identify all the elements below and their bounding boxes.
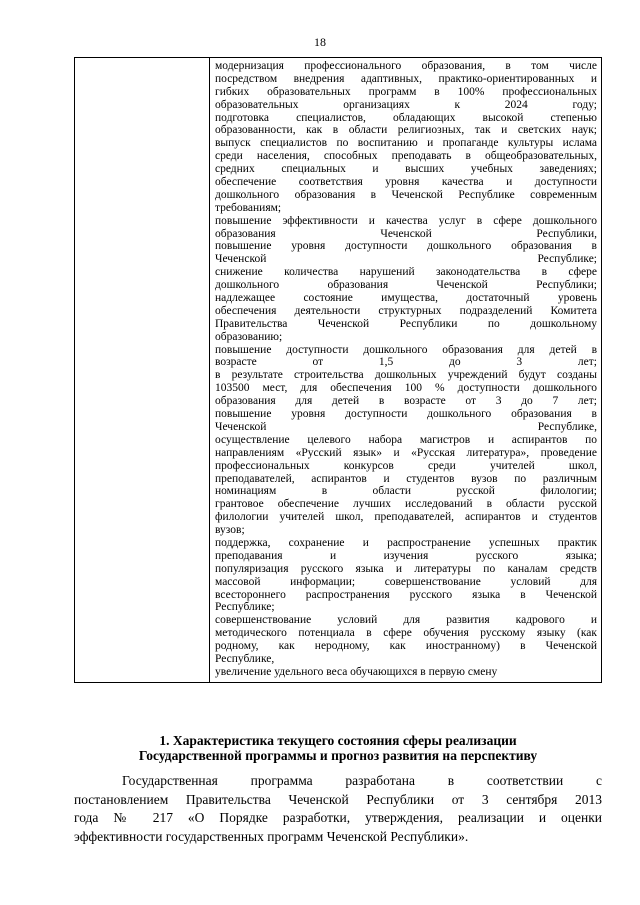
table-text-line: филологии учителей школ, преподавателей, аспирантов и студентов (215, 511, 597, 524)
table-text-line: грантовое обеспечение лучших исследований в области русской (215, 498, 597, 511)
table-text-line: всестороннего распространения русского языка в Чеченской (215, 588, 597, 601)
table-text-line: требованиям; (215, 201, 282, 214)
table-text-line: образования Чеченской Республики, (215, 227, 597, 240)
table-text-line: модернизация профессионального образования, в том числе (215, 60, 597, 72)
table-text-line: Чеченской Республике, (215, 420, 597, 433)
expected-results-cell (215, 60, 597, 679)
table-text-line: направлениям «Русский язык» и «Русская литература», проведение (215, 446, 597, 459)
table-text-line: Чеченской Республике; (215, 253, 597, 266)
table-text-line: образованности, как в области религиозных, так и светских наук; (215, 124, 597, 137)
table-text-line: вузов; (215, 524, 245, 537)
section-heading-line: 1. Характеристика текущего состояния сферы реализации (159, 733, 517, 748)
table-text-line: выпуск специалистов по воспитанию и пропаганде культуры ислама (215, 137, 597, 150)
table-text-line: надлежащее состояние имущества, достаточный уровень (215, 292, 597, 305)
table-column-divider (209, 58, 210, 682)
table-text-line: среди населения, способных преподавать в общеобразовательных, (215, 150, 597, 163)
table-text-line: методического потенциала в сфере обучения русскому языку (как (215, 627, 597, 640)
table-text-line: образовательных организациях к 2024 году; (215, 98, 597, 111)
table-text-line: посредством внедрения адаптивных, практико-ориентированных и (215, 72, 597, 85)
table-text-line: преподавания и изучения русского языка; (215, 549, 597, 562)
table-text-line: повышение доступности дошкольного образования для детей в (215, 343, 597, 356)
table-text-line: повышение эффективности и качества услуг в сфере дошкольного (215, 214, 597, 227)
paragraph-line: эффективности государственных программ Чеченской Республики». (74, 828, 469, 844)
table-text-line: Республике; (215, 601, 275, 614)
table-text-line: увеличение удельного веса обучающихся в первую смену (215, 665, 498, 678)
table-text-line: поддержка, сохранение и распространение успешных практик (215, 536, 597, 549)
goals-table (74, 57, 602, 683)
table-text-line: совершенствование условий для развития кадрового и (215, 614, 597, 627)
table-text-line: гибких образовательных программ в 100% профессиональных (215, 85, 597, 98)
table-text-line: обеспечения деятельности структурных подразделений Комитета (215, 304, 597, 317)
table-text-line: образования для детей в возрасте от 3 до 7 лет; (215, 395, 597, 408)
table-text-line: возрасте от 1,5 до 3 лет; (215, 356, 597, 369)
table-text-line: Правительства Чеченской Республики по дошкольному (215, 317, 597, 330)
table-text-line: в результате строительства дошкольных учреждений будут созданы (215, 369, 597, 382)
paragraph-line: года № 217 «О Порядке разработки, утверждения, реализации и оценки (74, 810, 602, 825)
table-text-line: образованию; (215, 330, 283, 343)
table-text-line: дошкольного образования в Чеченской Республике современным (215, 188, 597, 201)
table-text-line: обеспечение соответствия уровня качества и доступности (215, 176, 597, 189)
section-heading (74, 733, 602, 763)
table-text-line: подготовка специалистов, обладающих высокой степенью (215, 111, 597, 124)
page-number: 18 (314, 35, 326, 49)
table-text-line: 103500 мест, для обеспечения 100 % доступности дошкольного (215, 382, 597, 395)
paragraph-line: Государственная программа разработана в соответствии с (122, 773, 602, 788)
table-text-line: родному, как неродному, как иностранному) в Чеченской (215, 640, 597, 653)
table-text-line: профессиональных конкурсов среди учителей школ, (215, 459, 597, 472)
table-text-line: массовой информации; совершенствование условий для (215, 575, 597, 588)
table-text-line: популяризация русского языка и литературы по каналам средств (215, 562, 597, 575)
table-text-line: повышение уровня доступности дошкольного образования в (215, 240, 597, 253)
section-paragraph (74, 772, 602, 846)
section-heading-line: Государственной программы и прогноз развития на перспективу (138, 748, 538, 763)
table-text-line: осуществление целевого набора магистров и аспирантов по (215, 433, 597, 446)
paragraph-line: постановлением Правительства Чеченской Республики от 3 сентября 2013 (74, 791, 602, 807)
table-text-line: преподавателей, аспирантов и студентов вузов по различным (215, 472, 597, 485)
table-text-line: средних специальных и высших учебных заведениях; (215, 163, 597, 176)
table-text-line: снижение количества нарушений законодательства в сфере (215, 266, 597, 279)
table-text-line: повышение уровня доступности дошкольного образования в (215, 408, 597, 421)
table-text-line: Республике, (215, 652, 275, 665)
table-text-line: номинациям в области русской филологии; (215, 485, 597, 498)
table-text-line: дошкольного образования Чеченской Республики; (215, 279, 597, 292)
